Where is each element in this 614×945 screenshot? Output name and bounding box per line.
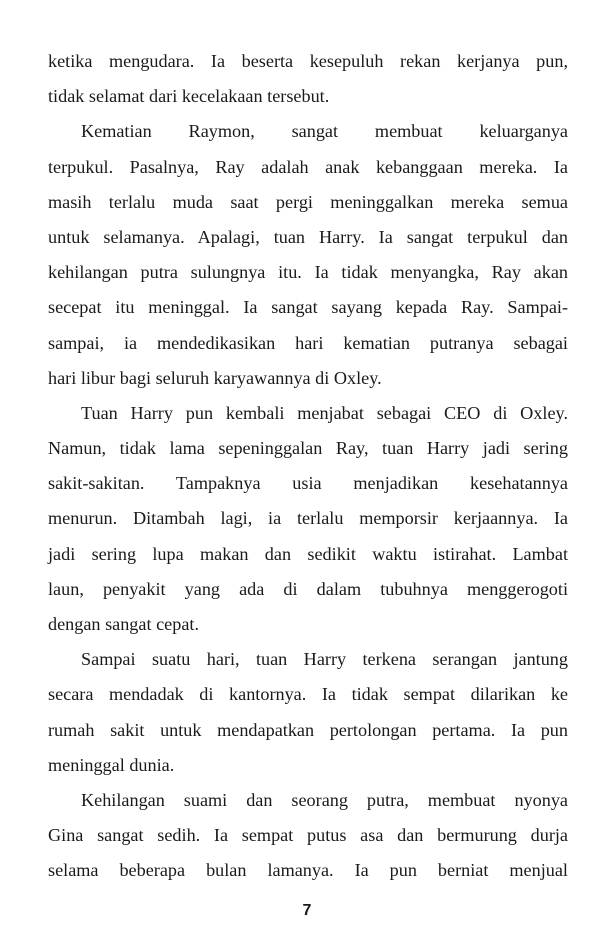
text-line: ketika mengudara. Ia beserta kesepuluh rekan kerjanya pun, xyxy=(48,51,568,71)
text-line: dengan sangat cepat. xyxy=(48,614,199,634)
text-line: jadi sering lupa makan dan sedikit waktu istirahat. Lambat xyxy=(48,543,568,564)
text-line: Namun, tidak lama sepeninggalan Ray, tuan Harry jadi sering xyxy=(48,438,568,459)
text-line: masih terlalu muda saat pergi meninggalkan mereka semua xyxy=(48,191,568,212)
paragraph-start-line: Kematian Raymon, sangat membuat keluarganya xyxy=(81,121,568,142)
body-text xyxy=(48,44,568,889)
text-line: untuk selamanya. Apalagi, tuan Harry. Ia sangat terpukul dan xyxy=(48,226,568,247)
text-line: secara mendadak di kantornya. Ia tidak sempat dilarikan ke xyxy=(48,684,568,705)
paragraph-start-line: Tuan Harry pun kembali menjabat sebagai CEO di Oxley. xyxy=(81,402,568,423)
text-line: meninggal dunia. xyxy=(48,754,175,775)
paragraph-start-line: Sampai suatu hari, tuan Harry terkena serangan jantung xyxy=(81,649,568,670)
text-line: hari libur bagi seluruh karyawannya di Oxley. xyxy=(48,367,382,388)
text-line: terpukul. Pasalnya, Ray adalah anak kebanggaan mereka. Ia xyxy=(48,156,568,177)
text-line: menurun. Ditambah lagi, ia terlalu memporsir kerjaannya. Ia xyxy=(48,508,568,529)
text-line: tidak selamat dari kecelakaan tersebut. xyxy=(48,86,330,107)
text-line: selama beberapa bulan lamanya. Ia pun berniat menjual xyxy=(48,860,568,881)
text-line: secepat itu meninggal. Ia sangat sayang kepada Ray. Sampai- xyxy=(48,297,568,318)
page-number: 7 xyxy=(302,902,312,919)
paragraph-start-line: Kehilangan suami dan seorang putra, membuat nyonya xyxy=(81,789,568,810)
text-line: sakit-sakitan. Tampaknya usia menjadikan kesehatannya xyxy=(48,473,568,494)
text-line: laun, penyakit yang ada di dalam tubuhnya menggerogoti xyxy=(48,578,568,599)
text-line: Gina sangat sedih. Ia sempat putus asa dan bermurung durja xyxy=(48,825,568,846)
text-line: kehilangan putra sulungnya itu. Ia tidak menyangka, Ray akan xyxy=(48,262,568,283)
text-line: sampai, ia mendedikasikan hari kematian putranya sebagai xyxy=(48,332,568,353)
text-line: rumah sakit untuk mendapatkan pertolongan pertama. Ia pun xyxy=(48,719,568,740)
